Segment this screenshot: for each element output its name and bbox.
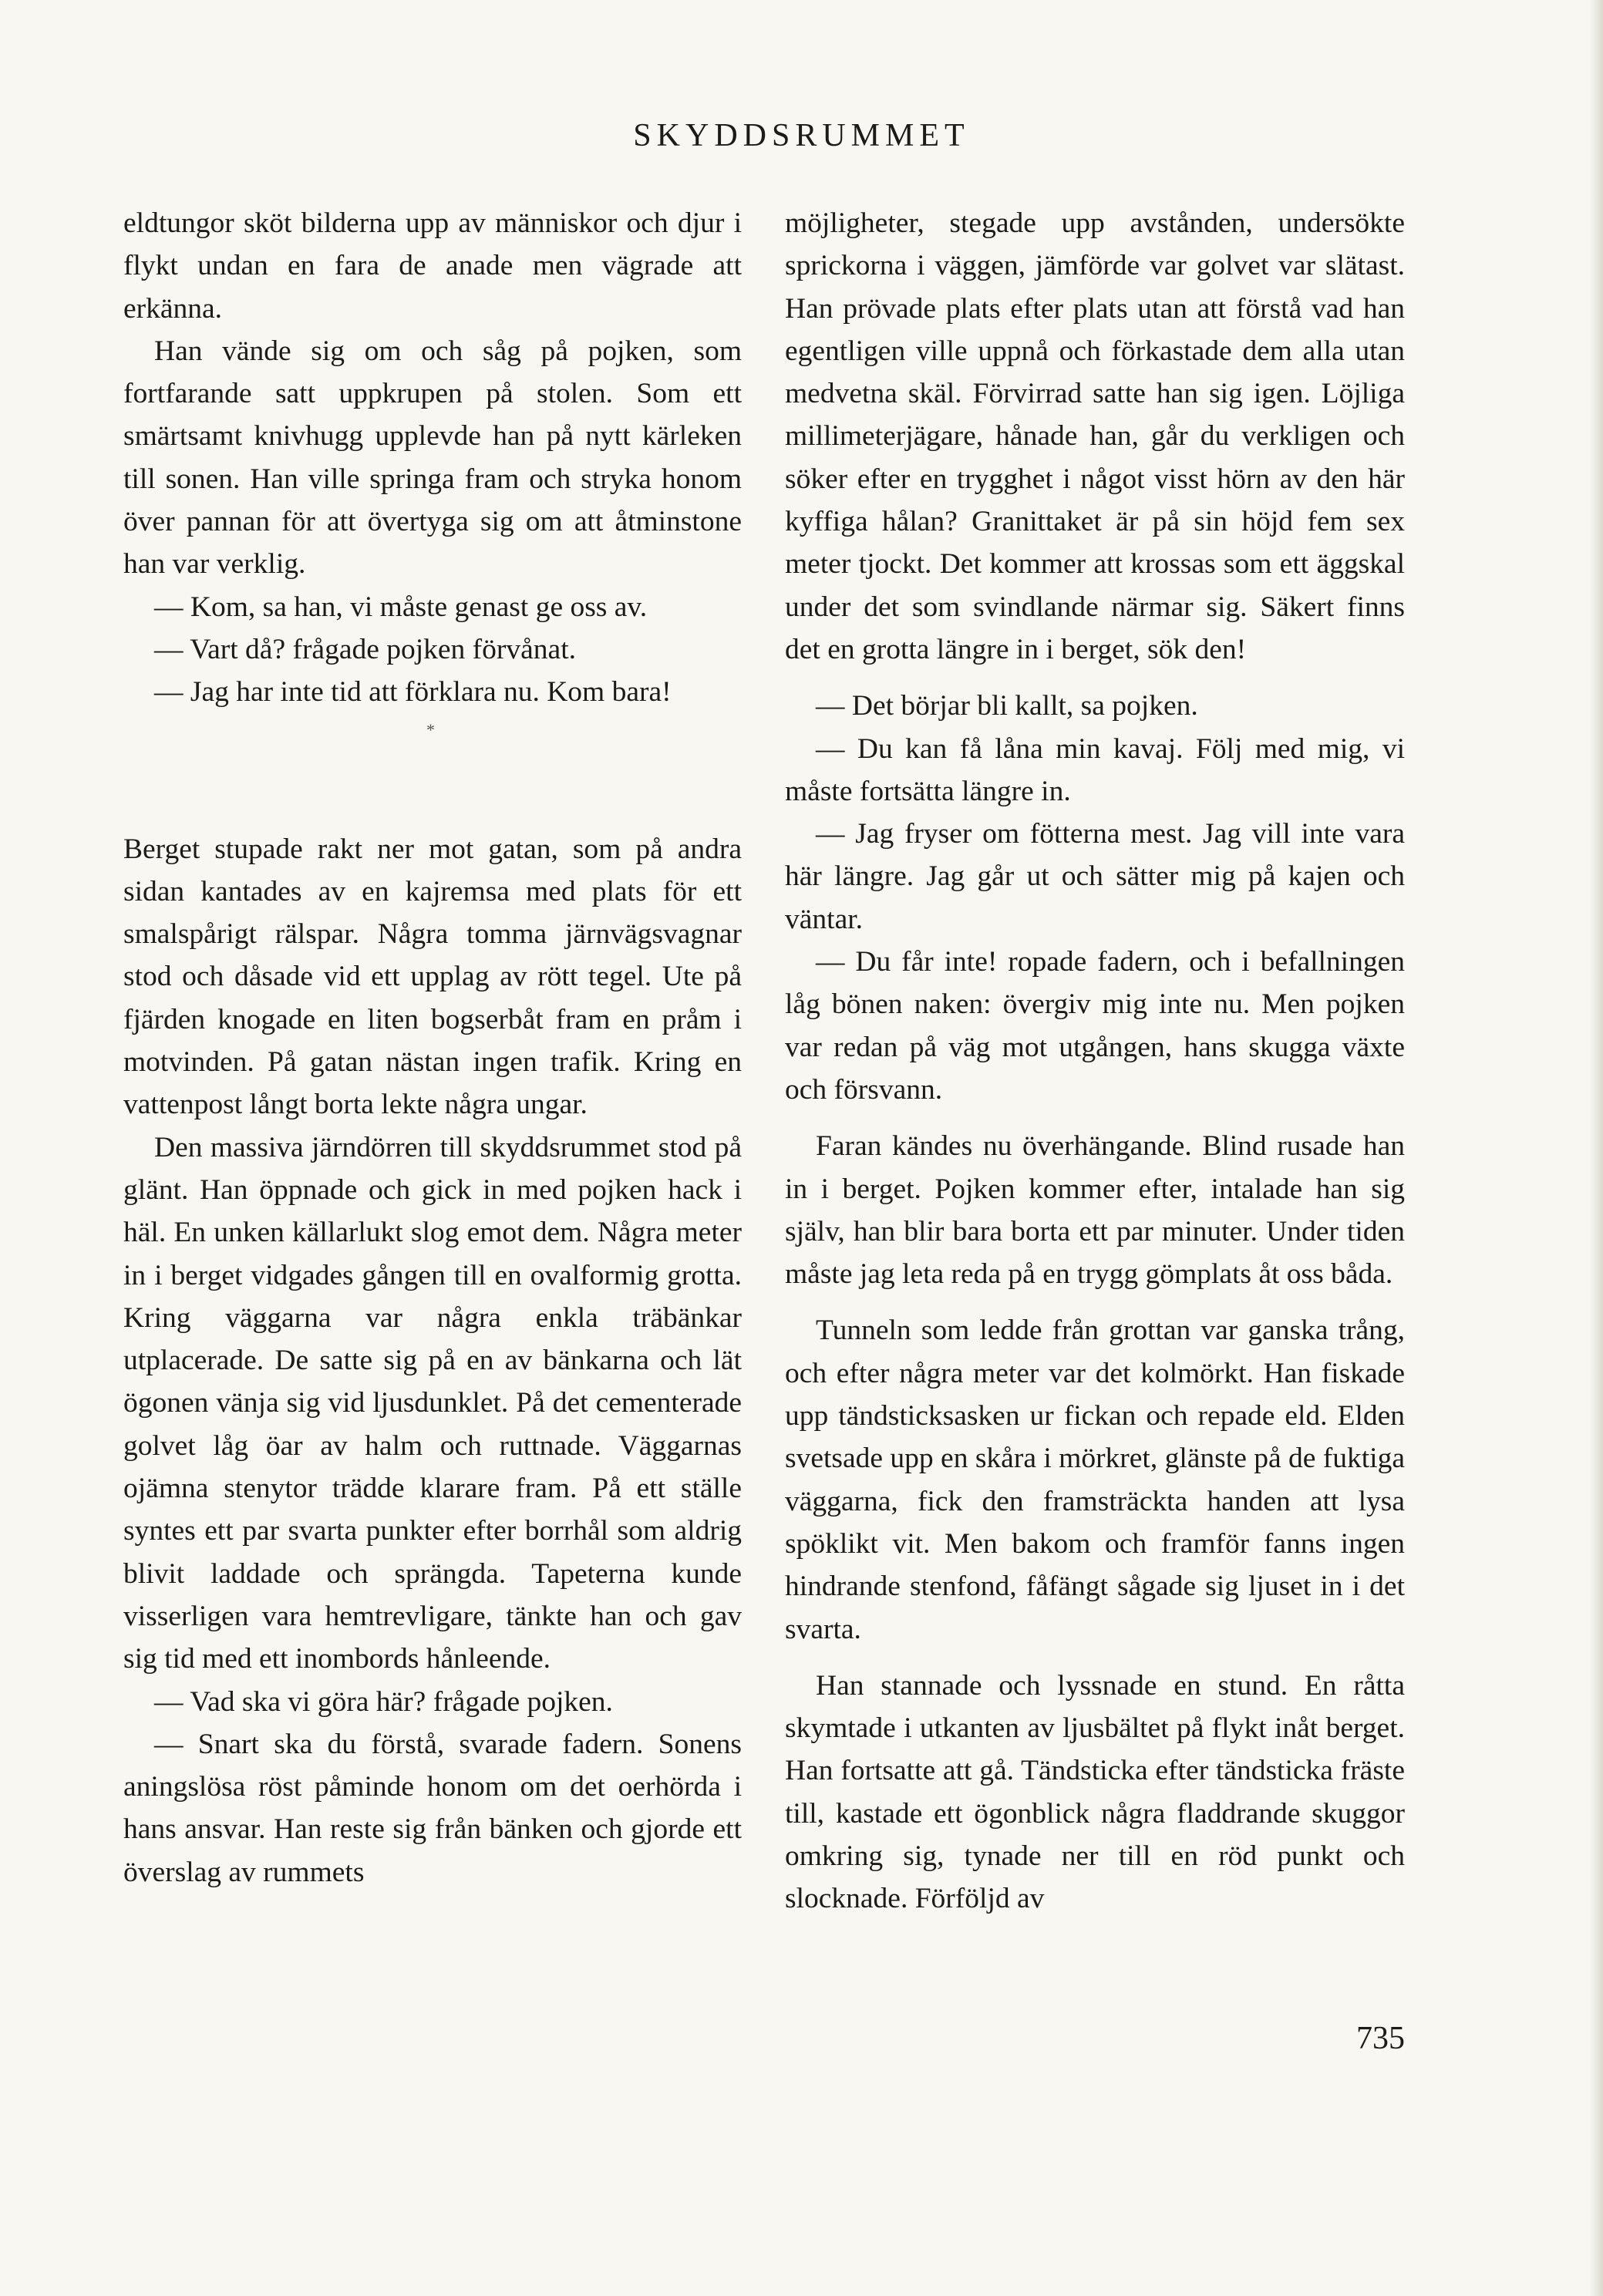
left-paragraph-2: Han vände sig om och såg på pojken, som fortfarande satt uppkrupen på stolen. Som ett smärtsamt knivhugg upplevde han på nytt kärleken till sonen. Han ville springa fram och stryka honom över pannan för att övertyga sig om att åtminstone han var verklig. xyxy=(123,335,742,581)
right-paragraph-2: Faran kändes nu överhängande. Blind rusade han in i berget. Pojken kommer efter, intalade han sig själv, han blir bara borta ett par minuter. Under tiden måste jag leta reda på en trygg gömplats åt oss båda. xyxy=(785,1130,1405,1291)
section-break xyxy=(123,714,742,828)
left-paragraph-1: eldtungor sköt bilderna upp av människor och djur i flykt undan en fara de anade men vägrade att erkänna. xyxy=(123,207,742,325)
right-paragraph-3: Tunneln som ledde från grottan var ganska trång, och efter några meter var det kolmörkt. Han fiskade upp tändsticksasken ur fickan och repade eld. Elden svetsade upp en skåra i mörkret, glänste på de fuktiga väggarna, fick den framsträckta handen att lysa spöklikt vit. Men bakom och framför fanns ingen hindrande stenfond, fåfängt sågade sig ljuset in i det svarta. xyxy=(785,1315,1405,1645)
section-break-asterisk: * xyxy=(426,719,435,739)
running-head: SKYDDSRUMMET xyxy=(633,118,970,153)
right-paragraph-4: Han stannade och lyssnade en stund. En råtta skymtade i utkanten av ljusbältet på flykt inåt berget. Han fortsatte att gå. Tändsticka efter tändsticka fräste till, kastade ett ögonblick några fladdrande skuggor omkring sig, tynade ner till en röd punkt och slocknade. Förföljd av xyxy=(785,1669,1405,1915)
left-paragraph-4: Den massiva järndörren till skyddsrummet stod på glänt. Han öppnade och gick in med pojken hack i häl. En unken källarlukt slog emot dem. Några meter in i berget vidgades gången till en ovalformig grotta. Kring väggarna var några enkla träbänkar utplacerade. De satte sig på en av bänkarna och lät ögonen vänja sig vid ljusdunklet. På det cementerade golvet låg öar av halm och ruttnade. Väggarnas ojämna stenytor trädde klarare fram. På ett ställe syntes ett par svarta punkter efter borrhål som aldrig blivit laddade och sprängda. Tapeterna kunde visserligen vara hemtrevligare, tänkte han och gav sig tid med ett inombords hånleende. xyxy=(123,1131,742,1675)
right-dialogue-2: — Du kan få låna min kavaj. Följ med mig, vi måste fortsätta längre in. xyxy=(785,732,1405,807)
page-edge-shadow xyxy=(1589,0,1603,2296)
left-dialogue-3: — Jag har inte tid att förklara nu. Kom bara! xyxy=(154,676,672,709)
left-paragraph-3: Berget stupade rakt ner mot gatan, som på andra sidan kantades av en kajremsa med plats för ett smalspårigt rälspar. Några tomma järnvägsvagnar stod och dåsade vid ett upplag av rött tegel. Ute på fjärden knogade en liten bogserbåt fram en pråm i motvinden. På gatan nästan ingen trafik. Kring en vattenpost långt borta lekte några ungar. xyxy=(123,833,742,1121)
right-dialogue-3: — Jag fryser om fötterna mest. Jag vill inte vara här längre. Jag går ut och sätter mig på kajen och väntar. xyxy=(785,818,1405,935)
left-dialogue-4: — Vad ska vi göra här? frågade pojken. xyxy=(154,1685,613,1718)
left-column xyxy=(123,202,742,1894)
right-column xyxy=(785,202,1405,1921)
right-dialogue-1: — Det börjar bli kallt, sa pojken. xyxy=(816,690,1198,722)
left-dialogue-1: — Kom, sa han, vi måste genast ge oss av. xyxy=(154,591,648,623)
left-dialogue-5: — Snart ska du förstå, svarade fadern. Sonens aningslösa röst påminde honom om det oerhörda i hans ansvar. Han reste sig från bänken och gjorde ett överslag av rummets xyxy=(123,1728,742,1888)
right-dialogue-4: — Du får inte! ropade fadern, och i befallningen låg bönen naken: övergiv mig inte nu. Men pojken var redan på väg mot utgången, hans skugga växte och försvann. xyxy=(785,946,1405,1106)
left-dialogue-2: — Vart då? frågade pojken förvånat. xyxy=(154,633,576,665)
page-number: 735 xyxy=(1356,2021,1405,2056)
right-paragraph-1: möjligheter, stegade upp avstånden, undersökte sprickorna i väggen, jämförde var golvet var slätast. Han prövade plats efter plats utan att förstå vad han egentligen ville uppnå och förkastade dem alla utan medvetna skäl. Förvirrad satte han sig igen. Löjliga millimeterjägare, hånade han, går du verkligen och söker efter en trygghet i något visst hörn av den här kyffiga hålan? Granittaket är på sin höjd fem sex meter tjockt. Det kommer att krossas som ett äggskal under det som svindlande närmar sig. Säkert finns det en grotta längre in i berget, sök den! xyxy=(785,207,1405,665)
